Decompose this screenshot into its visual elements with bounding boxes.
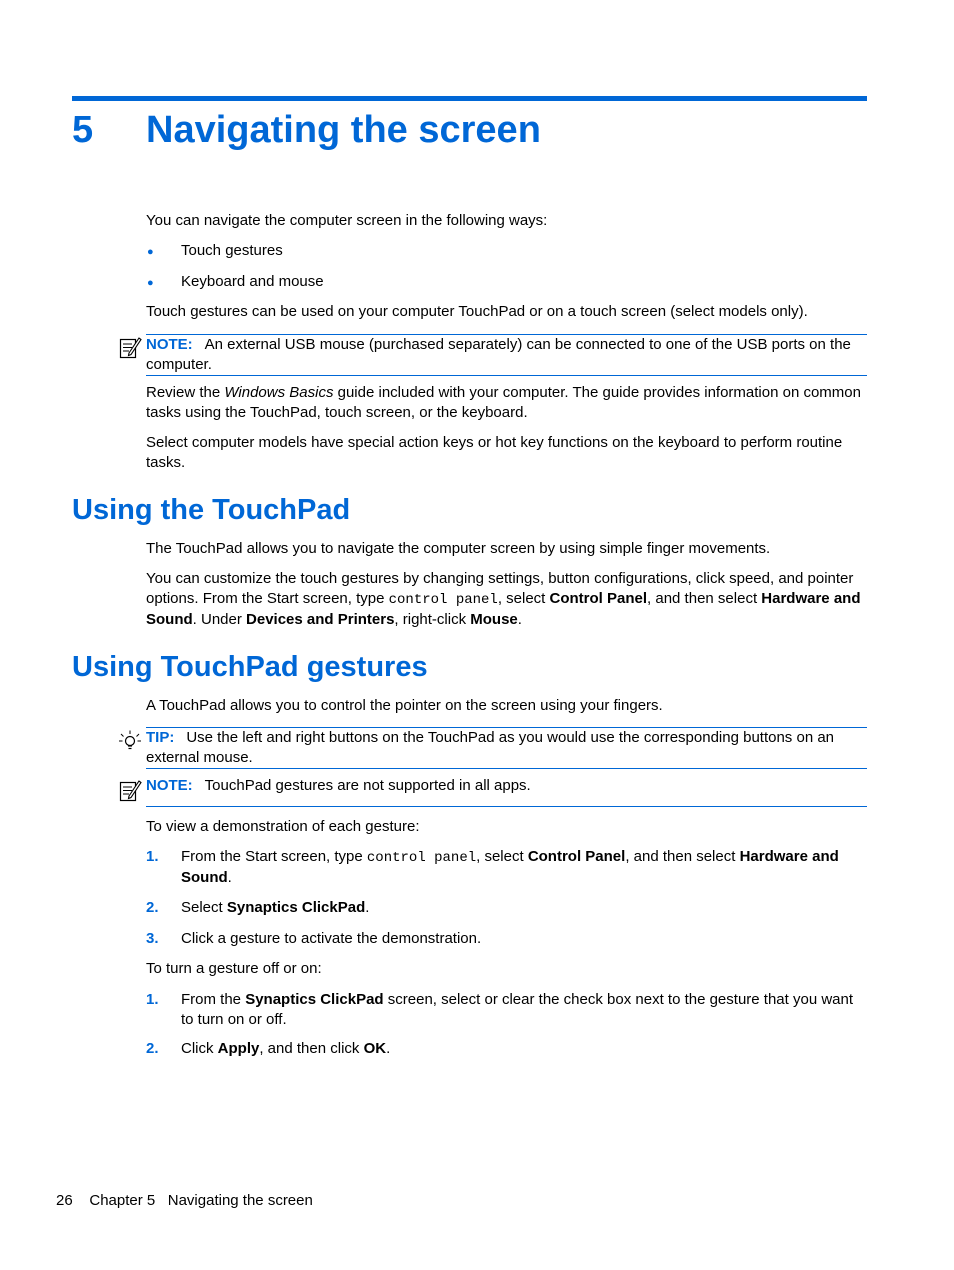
step-number: 2.: [146, 1040, 159, 1057]
chapter-top-rule: [72, 96, 867, 101]
text: , select: [497, 590, 550, 607]
emphasis: Windows Basics: [224, 384, 334, 401]
note-label: NOTE:: [146, 336, 193, 353]
step-number: 1.: [146, 991, 159, 1008]
demo-lead: To view a demonstration of each gesture:: [146, 818, 420, 835]
footer-chapter: Chapter 5: [89, 1192, 156, 1209]
text: .: [517, 611, 522, 628]
text: guide included with your computer. The guide provides information on common tasks using the TouchPad, touch screen, or the keyboard.: [146, 384, 861, 421]
step-number: 3.: [146, 930, 159, 947]
note-box: [146, 776, 867, 807]
tip-text: Use the left and right buttons on the TouchPad as you would use the corresponding buttons on an external mouse.: [146, 729, 835, 766]
section-heading: Using TouchPad gestures: [72, 651, 428, 683]
page-number: 26: [56, 1192, 73, 1209]
lightbulb-icon: [118, 729, 142, 753]
bold: Control Panel: [549, 590, 648, 607]
bold: Control Panel: [527, 848, 626, 865]
note-box: [146, 334, 867, 376]
section-paragraph: The TouchPad allows you to navigate the computer screen by using simple finger movements.: [146, 540, 771, 557]
bullet-item: Keyboard and mouse: [181, 273, 324, 290]
bold: Mouse: [470, 611, 518, 628]
text: .: [386, 1040, 391, 1057]
text: .: [227, 869, 232, 886]
step-number: 1.: [146, 848, 159, 865]
text: You can customize the touch gestures by changing settings, button configurations, click speed, and pointer options. From the Start screen, type: [146, 570, 854, 607]
step-text: Click a gesture to activate the demonstration.: [181, 930, 482, 947]
text: Click: [181, 1040, 218, 1057]
note-icon: [118, 335, 142, 359]
bold: Hardware and Sound: [181, 848, 839, 886]
section-paragraph: [146, 569, 868, 630]
step-text: [181, 990, 868, 1030]
note-text: An external USB mouse (purchased separately) can be connected to one of the USB ports on the computer.: [146, 336, 851, 373]
step-number: 2.: [146, 899, 159, 916]
bold: Hardware and Sound: [146, 590, 861, 628]
text: screen, select or clear the check box next to the gesture that you want to turn on or off.: [181, 991, 854, 1028]
section-paragraph: A TouchPad allows you to control the pointer on the screen using your fingers.: [146, 697, 663, 714]
page-footer: [56, 1191, 313, 1211]
text: , and then select: [647, 590, 762, 607]
toggle-lead: To turn a gesture off or on:: [146, 960, 322, 977]
text: , select: [476, 848, 528, 865]
tip-box: [146, 727, 867, 769]
text: From the Start screen, type: [181, 848, 367, 865]
intro-lead: You can navigate the computer screen in the following ways:: [146, 212, 548, 229]
bold: Synaptics ClickPad: [226, 899, 366, 916]
text: Select: [181, 899, 227, 916]
step-text: [181, 1039, 868, 1059]
text: , right-click: [394, 611, 471, 628]
chapter-title: Navigating the screen: [146, 109, 541, 151]
note-label: NOTE:: [146, 777, 193, 794]
text: , and then click: [259, 1040, 364, 1057]
code: control panel: [366, 850, 477, 866]
intro-paragraph: [146, 383, 868, 423]
step-text: [181, 847, 868, 888]
text: . Under: [192, 611, 247, 628]
note-icon: [118, 778, 142, 802]
section-heading: Using the TouchPad: [72, 494, 351, 526]
step-text: [181, 898, 868, 918]
bold: Apply: [217, 1040, 260, 1057]
text: Review the: [146, 384, 225, 401]
tip-label: TIP:: [146, 729, 175, 746]
bold: OK: [363, 1040, 387, 1057]
bullet-icon: ●: [147, 277, 154, 289]
bullet-icon: ●: [147, 246, 154, 258]
text: .: [365, 899, 370, 916]
bullet-item: Touch gestures: [181, 242, 283, 259]
intro-paragraph: Select computer models have special action keys or hot key functions on the keyboard to perform routine tasks.: [146, 434, 843, 471]
text: From the: [181, 991, 246, 1008]
code: control panel: [388, 592, 498, 608]
note-text: TouchPad gestures are not supported in all apps.: [204, 777, 531, 794]
chapter-number: 5: [72, 109, 94, 151]
footer-title: Navigating the screen: [167, 1192, 313, 1209]
bold: Devices and Printers: [246, 611, 395, 628]
intro-paragraph: Touch gestures can be used on your computer TouchPad or on a touch screen (select models only).: [146, 303, 808, 320]
text: , and then select: [625, 848, 740, 865]
bold: Synaptics ClickPad: [245, 991, 384, 1008]
